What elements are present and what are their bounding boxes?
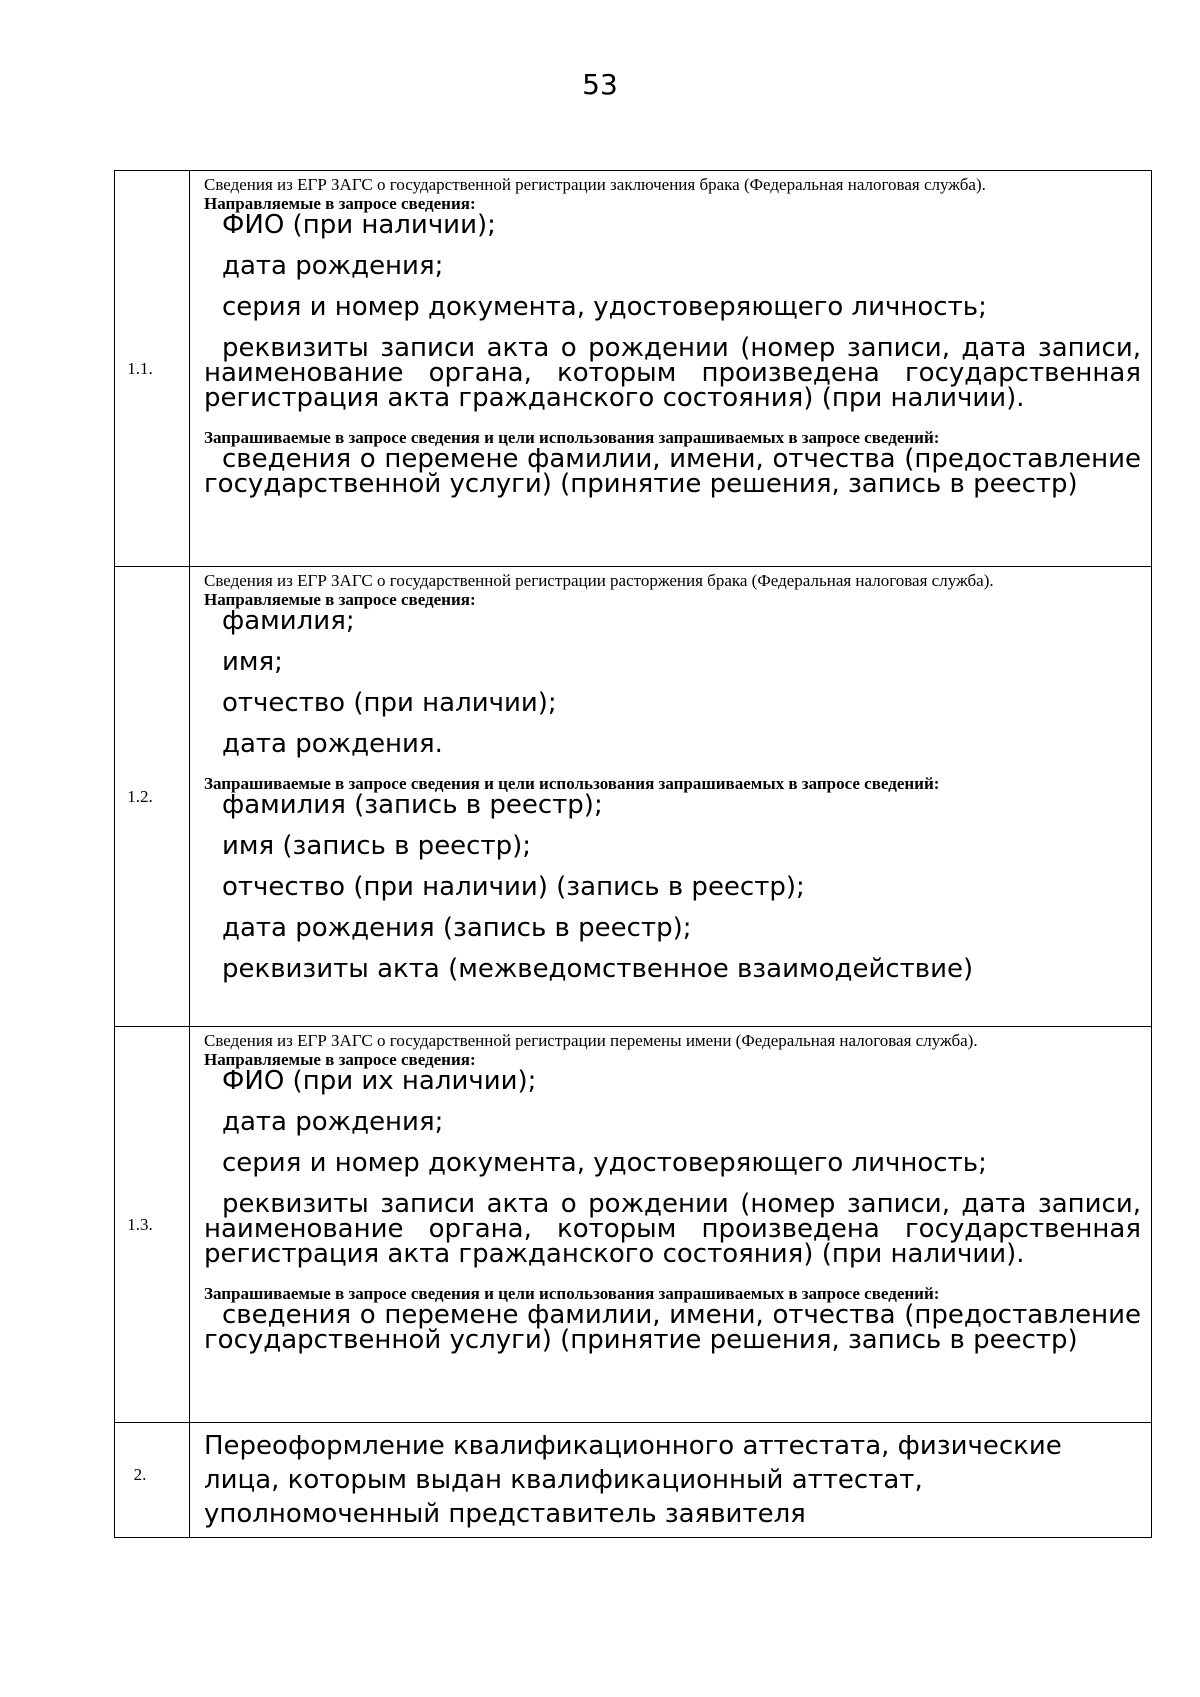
sent-label: Направляемые в запросе сведения:: [204, 590, 476, 609]
page-number: 53: [582, 68, 618, 101]
table-row: [115, 1423, 1152, 1538]
row-text: Переоформление квалификационного аттестата, физические лица, которым выдан квалификационный аттестат, уполномоченный представитель заявителя: [204, 1431, 1062, 1529]
row-number: 2.: [133, 1464, 147, 1484]
row-number: 1.1.: [127, 358, 153, 378]
row-heading: Сведения из ЕГР ЗАГС о государственной регистрации заключения брака (Федеральная налоговая служба).: [204, 175, 986, 194]
sent-label: Направляемые в запросе сведения:: [204, 194, 476, 213]
row-number-cell: [115, 171, 190, 567]
table-row: [115, 567, 1152, 1027]
row-content-cell: [190, 171, 1152, 567]
requested-item: отчество (при наличии) (запись в реестр);: [222, 872, 805, 902]
row-content-cell: [190, 1027, 1152, 1423]
row-content-cell: [190, 1423, 1152, 1538]
requested-label: Запрашиваемые в запросе сведения и цели использования запрашиваемых в запросе сведений:: [204, 774, 940, 793]
row-number-cell: [115, 1423, 190, 1538]
requested-item: реквизиты акта (межведомственное взаимодействие): [222, 954, 974, 984]
requested-item: сведения о перемене фамилии, имени, отчества (предоставление государственной услуги) (принятие решения, запись в реестр): [204, 444, 1141, 499]
requested-item: имя (запись в реестр);: [222, 831, 532, 861]
row-heading: Сведения из ЕГР ЗАГС о государственной регистрации перемены имени (Федеральная налоговая служба).: [204, 1031, 978, 1050]
requested-item: сведения о перемене фамилии, имени, отчества (предоставление государственной услуги) (принятие решения, запись в реестр): [204, 1300, 1141, 1355]
table-row: [115, 171, 1152, 567]
requested-label: Запрашиваемые в запросе сведения и цели использования запрашиваемых в запросе сведений:: [204, 428, 940, 447]
row-number-cell: [115, 567, 190, 1027]
requested-item: фамилия (запись в реестр);: [222, 790, 603, 820]
sent-item: ФИО (при наличии);: [222, 210, 496, 240]
row-content-cell: [190, 567, 1152, 1027]
row-number-cell: [115, 1027, 190, 1423]
sent-item: реквизиты записи акта о рождении (номер записи, дата записи, наименование органа, которым произведена государственная регистрация акта гражданского состояния) (при наличии).: [204, 1189, 1141, 1269]
sent-item: дата рождения;: [222, 1107, 444, 1137]
sent-item: отчество (при наличии);: [222, 688, 557, 718]
sent-item: имя;: [222, 647, 283, 677]
sent-item: серия и номер документа, удостоверяющего личность;: [222, 292, 987, 322]
sent-item: серия и номер документа, удостоверяющего личность;: [222, 1148, 987, 1178]
table-row: [115, 1027, 1152, 1423]
row-number: 1.2.: [127, 786, 153, 806]
sent-item: реквизиты записи акта о рождении (номер записи, дата записи, наименование органа, которым произведена государственная регистрация акта гражданского состояния) (при наличии).: [204, 333, 1141, 413]
sent-label: Направляемые в запросе сведения:: [204, 1050, 476, 1069]
sent-item: дата рождения.: [222, 729, 443, 759]
row-number: 1.3.: [127, 1214, 153, 1234]
sent-item: дата рождения;: [222, 251, 444, 281]
sent-item: фамилия;: [222, 606, 355, 636]
row-heading: Сведения из ЕГР ЗАГС о государственной регистрации расторжения брака (Федеральная налоговая служба).: [204, 571, 994, 590]
requested-label: Запрашиваемые в запросе сведения и цели использования запрашиваемых в запросе сведений:: [204, 1284, 940, 1303]
sent-item: ФИО (при их наличии);: [222, 1066, 537, 1096]
services-table: [114, 170, 1152, 1538]
requested-item: дата рождения (запись в реестр);: [222, 913, 692, 943]
